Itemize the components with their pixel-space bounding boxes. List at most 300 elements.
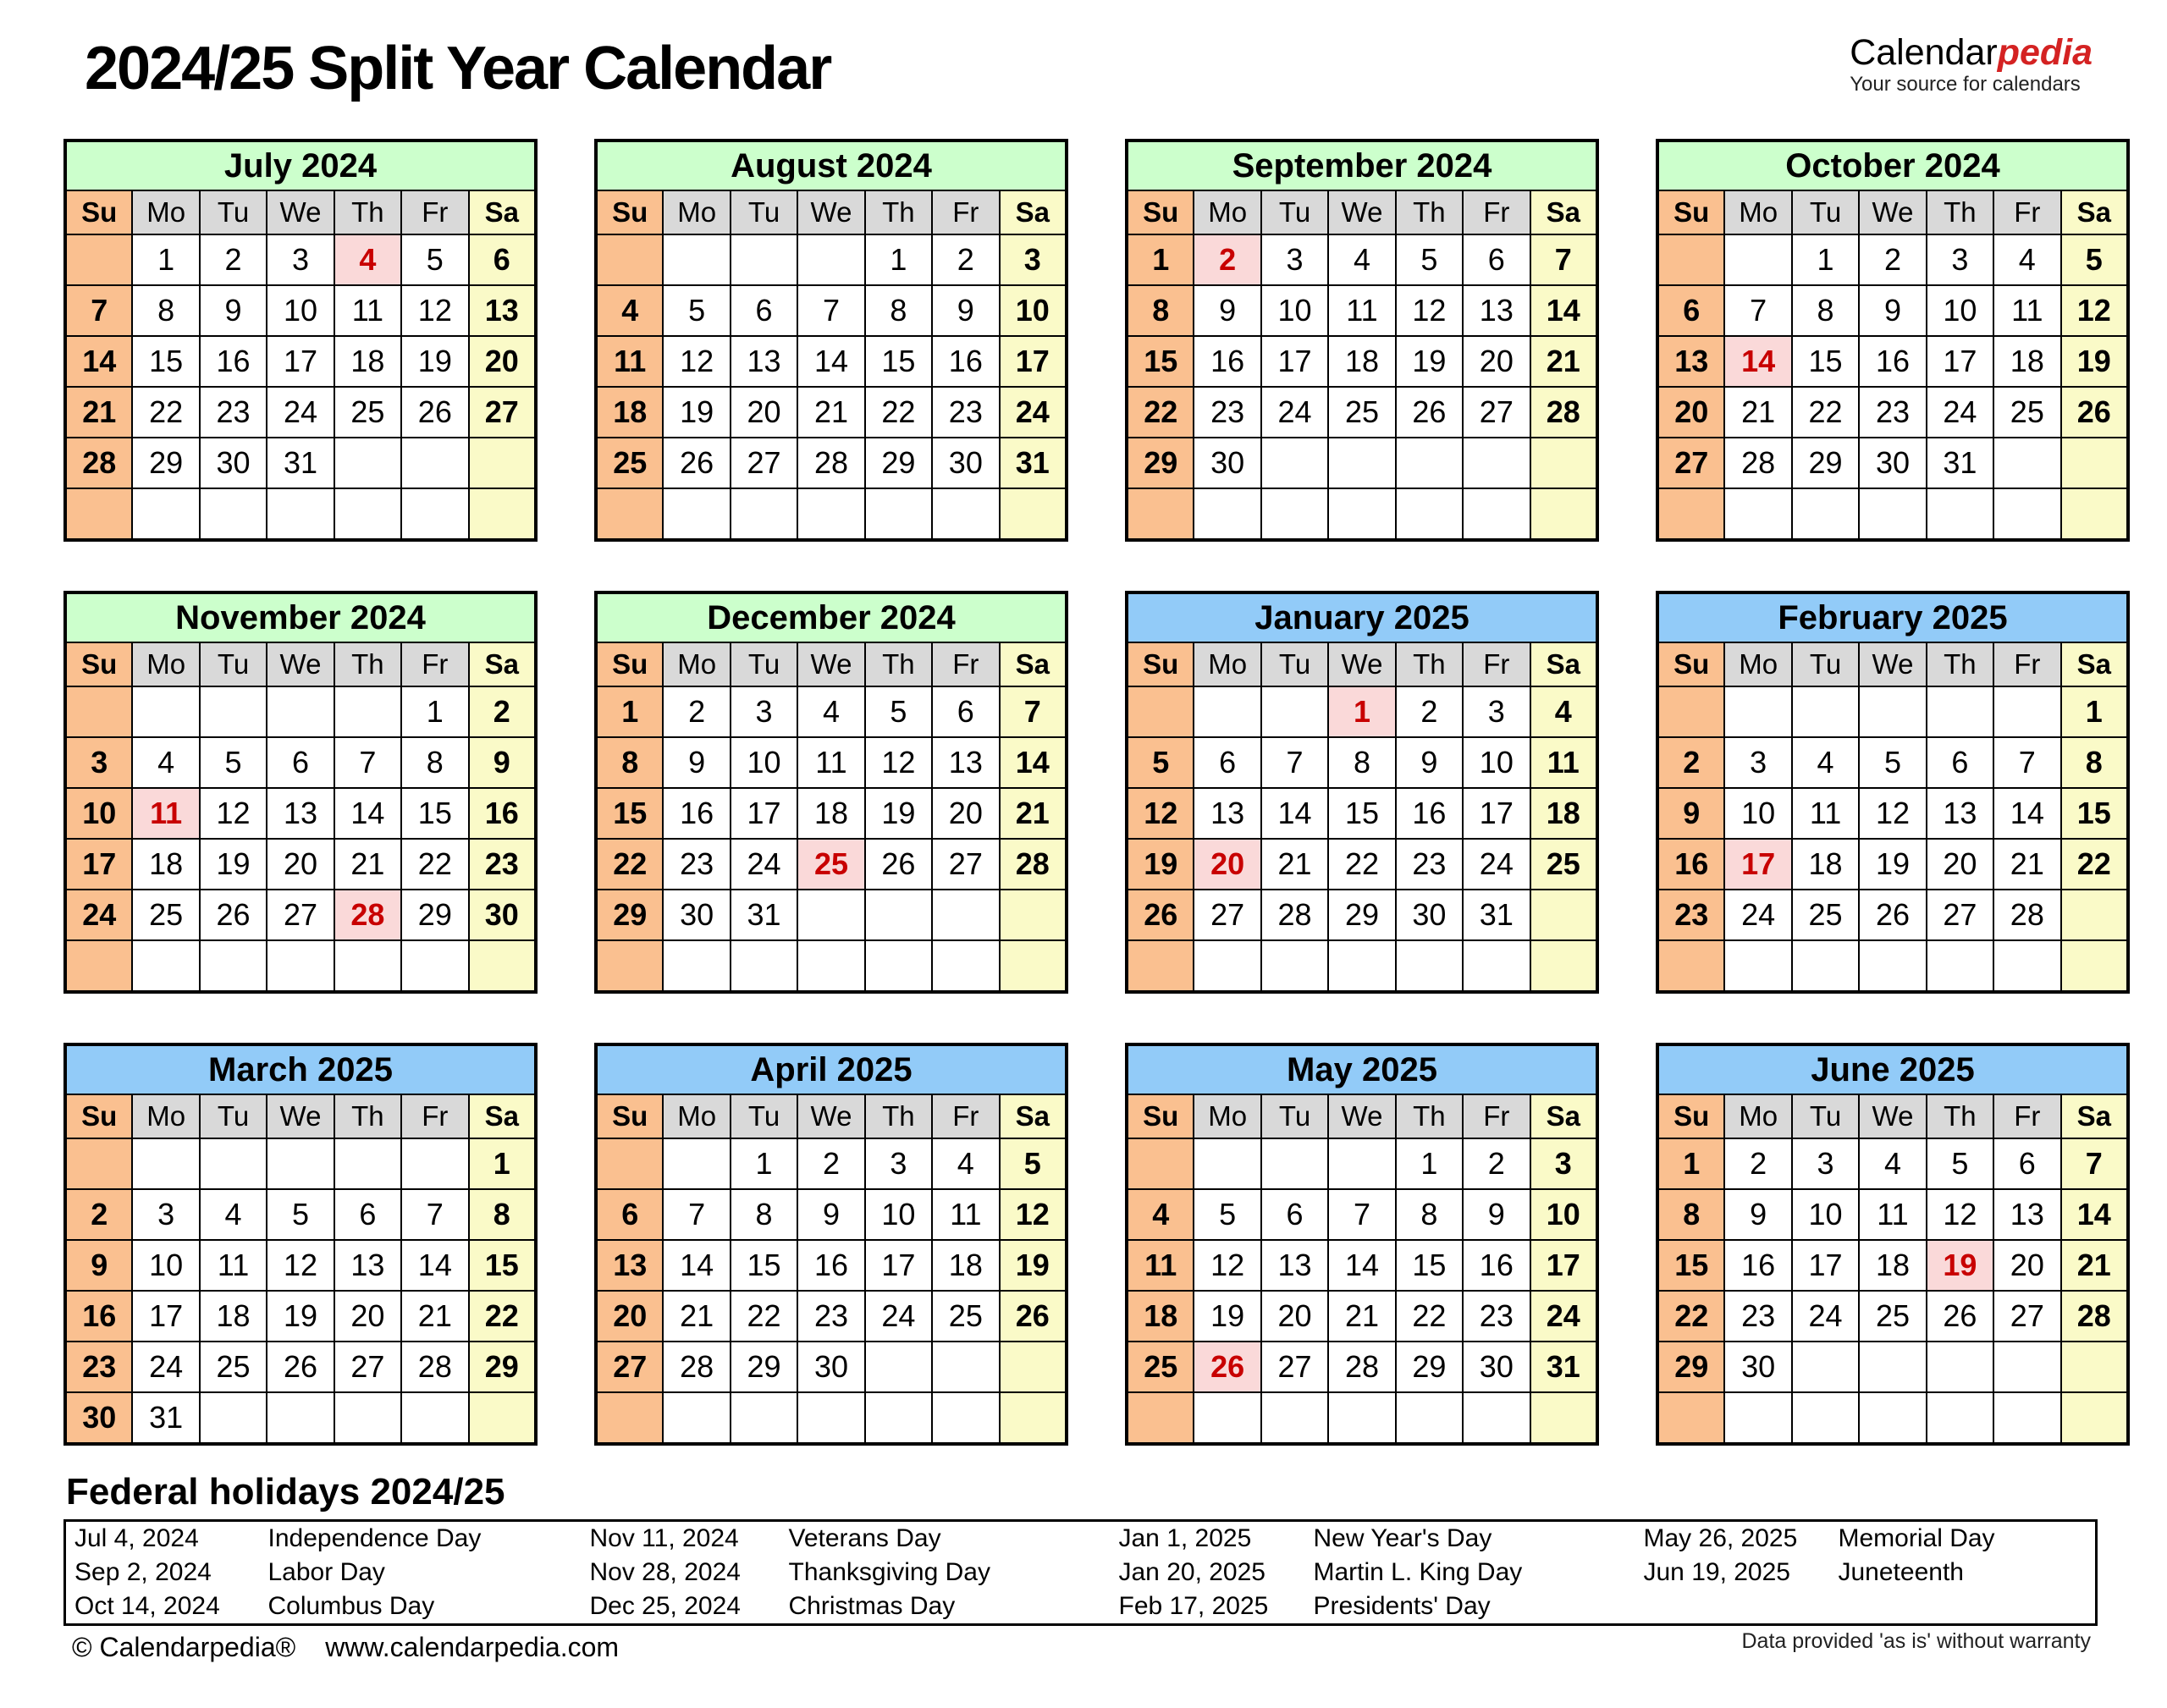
day-cell: 31 [132,1392,199,1444]
empty-day-cell [1328,438,1395,488]
weekday-header-fr: Fr [1463,642,1530,686]
day-cell: 7 [1530,234,1597,285]
holiday-name: Columbus Day [267,1592,435,1620]
weekday-header-we: We [1859,190,1926,234]
day-cell: 30 [1463,1342,1530,1392]
week-row [1657,438,2128,488]
day-cell: 5 [663,285,730,336]
day-cell: 27 [1993,1291,2060,1342]
empty-day-cell [2061,438,2128,488]
weekday-header-tu: Tu [1261,190,1328,234]
day-cell: 5 [267,1189,334,1240]
week-row [1127,1291,1597,1342]
week-row [65,1138,536,1189]
day-cell: 12 [1396,285,1463,336]
day-cell: 16 [1194,336,1260,387]
empty-day-cell [334,438,401,488]
empty-day-cell [1657,234,1724,285]
weekday-header-we: We [1859,1094,1926,1138]
weekday-header-th: Th [1927,1094,1993,1138]
day-cell: 30 [932,438,999,488]
day-cell: 17 [1530,1240,1597,1291]
day-cell: 12 [200,788,267,839]
weekday-header-sa: Sa [1530,1094,1597,1138]
day-cell: 16 [1463,1240,1530,1291]
weekday-header-fr: Fr [932,1094,999,1138]
weekday-header-row [596,642,1067,686]
day-cell: 8 [1657,1189,1724,1240]
day-cell: 2 [932,234,999,285]
empty-day-cell [596,1138,663,1189]
day-cell: 14 [1261,788,1328,839]
week-row [1127,788,1597,839]
day-cell: 18 [132,839,199,890]
day-cell: 24 [1724,890,1791,940]
weekday-header-fr: Fr [1993,190,2060,234]
day-cell: 17 [1792,1240,1859,1291]
day-cell: 9 [1396,737,1463,788]
weekday-header-mo: Mo [1724,1094,1791,1138]
day-cell: 11 [1792,788,1859,839]
empty-day-cell [1993,686,2060,737]
day-cell: 10 [1724,788,1791,839]
empty-day-cell [1127,686,1194,737]
empty-day-cell [1328,1392,1395,1444]
weekday-header-we: We [267,1094,334,1138]
day-cell: 24 [1792,1291,1859,1342]
weekday-header-mo: Mo [1194,1094,1260,1138]
empty-day-cell [469,1392,536,1444]
day-cell: 1 [1127,234,1194,285]
month-title: March 2025 [65,1044,536,1094]
day-cell: 27 [1657,438,1724,488]
day-cell: 23 [1396,839,1463,890]
week-row [1657,788,2128,839]
weekday-header-we: We [1328,190,1395,234]
empty-day-cell [1328,1138,1395,1189]
day-cell: 2 [1657,737,1724,788]
week-row [65,1189,536,1240]
week-row [1657,1342,2128,1392]
day-cell: 2 [469,686,536,737]
day-cell: 6 [731,285,797,336]
week-row [1657,839,2128,890]
holiday-row [65,1521,2097,1556]
day-cell: 23 [200,387,267,438]
day-cell: 31 [1927,438,1993,488]
day-cell: 16 [1859,336,1926,387]
day-cell: 11 [200,1240,267,1291]
month-calendar-may-2025 [1125,1043,1599,1446]
day-cell: 8 [865,285,932,336]
day-cell: 24 [1463,839,1530,890]
day-cell: 13 [1657,336,1724,387]
day-cell: 7 [2061,1138,2128,1189]
empty-day-cell [401,940,468,992]
empty-day-cell [1261,488,1328,540]
weekday-header-su: Su [65,642,132,686]
week-row [65,1240,536,1291]
day-cell: 26 [1927,1291,1993,1342]
day-cell: 22 [731,1291,797,1342]
footer-copyright-line [72,1632,619,1663]
day-cell: 27 [932,839,999,890]
week-row [1127,438,1597,488]
empty-day-cell [596,940,663,992]
day-cell: 19 [1859,839,1926,890]
week-row [1657,686,2128,737]
empty-day-cell [1396,438,1463,488]
day-cell: 4 [1530,686,1597,737]
empty-day-cell [1792,940,1859,992]
day-cell: 16 [932,336,999,387]
week-row [65,234,536,285]
day-cell: 25 [200,1342,267,1392]
day-cell: 31 [267,438,334,488]
day-cell: 13 [1194,788,1260,839]
day-cell: 3 [1530,1138,1597,1189]
empty-day-cell [267,686,334,737]
day-cell: 6 [334,1189,401,1240]
holiday-date: Oct 14, 2024 [74,1592,220,1620]
empty-day-cell [1463,488,1530,540]
day-cell: 28 [1328,1342,1395,1392]
month-title: May 2025 [1127,1044,1597,1094]
weekday-header-th: Th [334,1094,401,1138]
holiday-date: Jul 4, 2024 [74,1524,199,1552]
empty-day-cell [1792,1342,1859,1392]
month-title: April 2025 [596,1044,1067,1094]
day-cell: 15 [1396,1240,1463,1291]
weekday-header-sa: Sa [1530,642,1597,686]
day-cell: 25 [1993,387,2060,438]
day-cell: 28 [401,1342,468,1392]
week-row [1127,839,1597,890]
day-cell: 9 [1657,788,1724,839]
week-row [65,1392,536,1444]
week-row [596,285,1067,336]
empty-day-cell [596,1392,663,1444]
week-row [596,234,1067,285]
holiday-date: Jan 20, 2025 [1118,1558,1265,1586]
day-cell: 15 [132,336,199,387]
empty-day-cell [865,1392,932,1444]
empty-day-cell [267,1392,334,1444]
day-cell: 7 [797,285,864,336]
day-cell: 21 [1993,839,2060,890]
empty-day-cell [1993,488,2060,540]
day-cell: 13 [932,737,999,788]
day-cell: 1 [132,234,199,285]
week-row [596,1291,1067,1342]
day-cell: 3 [1792,1138,1859,1189]
empty-day-cell [2061,1342,2128,1392]
day-cell: 22 [2061,839,2128,890]
day-cell: 23 [1724,1291,1791,1342]
day-cell: 30 [65,1392,132,1444]
holiday-day-cell: 2 [1194,234,1260,285]
week-row [65,686,536,737]
week-row [596,788,1067,839]
weekday-header-fr: Fr [401,1094,468,1138]
weekday-header-th: Th [1396,1094,1463,1138]
day-cell: 20 [1927,839,1993,890]
empty-day-cell [334,1392,401,1444]
day-cell: 1 [1657,1138,1724,1189]
day-cell: 5 [1396,234,1463,285]
day-cell: 27 [334,1342,401,1392]
day-cell: 18 [200,1291,267,1342]
day-cell: 30 [1859,438,1926,488]
day-cell: 21 [1261,839,1328,890]
day-cell: 31 [731,890,797,940]
empty-day-cell [1000,1342,1067,1392]
weekday-header-row [596,1094,1067,1138]
weekday-header-row [1127,642,1597,686]
day-cell: 17 [267,336,334,387]
day-cell: 9 [200,285,267,336]
day-cell: 10 [132,1240,199,1291]
week-row [65,1291,536,1342]
month-title: October 2024 [1657,140,2128,190]
month-title: September 2024 [1127,140,1597,190]
day-cell: 11 [334,285,401,336]
empty-day-cell [1657,686,1724,737]
month-calendar-april-2025 [594,1043,1068,1446]
day-cell: 23 [1463,1291,1530,1342]
empty-day-cell [663,1392,730,1444]
day-cell: 28 [1724,438,1791,488]
day-cell: 23 [1194,387,1260,438]
week-row [65,737,536,788]
weekday-header-sa: Sa [1000,190,1067,234]
day-cell: 28 [663,1342,730,1392]
day-cell: 10 [865,1189,932,1240]
empty-day-cell [2061,488,2128,540]
weekday-header-row [1657,190,2128,234]
empty-day-cell [1993,940,2060,992]
week-row [1657,234,2128,285]
empty-day-cell [401,1392,468,1444]
day-cell: 24 [1261,387,1328,438]
weekday-header-su: Su [1127,642,1194,686]
day-cell: 11 [932,1189,999,1240]
empty-day-cell [1261,1138,1328,1189]
weekday-header-tu: Tu [1792,1094,1859,1138]
day-cell: 2 [1463,1138,1530,1189]
empty-day-cell [1194,1392,1260,1444]
month-calendar-february-2025 [1656,591,2130,994]
day-cell: 6 [1261,1189,1328,1240]
day-cell: 25 [334,387,401,438]
day-cell: 3 [267,234,334,285]
day-cell: 29 [1657,1342,1724,1392]
day-cell: 1 [1396,1138,1463,1189]
day-cell: 4 [1859,1138,1926,1189]
day-cell: 18 [596,387,663,438]
day-cell: 28 [1000,839,1067,890]
logo-tagline: Your source for calendars [1850,73,2081,96]
day-cell: 27 [267,890,334,940]
month-title-row [65,592,536,642]
day-cell: 6 [469,234,536,285]
day-cell: 26 [267,1342,334,1392]
weekday-header-we: We [797,1094,864,1138]
day-cell: 2 [1724,1138,1791,1189]
day-cell: 2 [1396,686,1463,737]
empty-day-cell [469,488,536,540]
day-cell: 8 [401,737,468,788]
day-cell: 1 [2061,686,2128,737]
day-cell: 17 [65,839,132,890]
empty-day-cell [797,890,864,940]
day-cell: 7 [1328,1189,1395,1240]
day-cell: 10 [267,285,334,336]
day-cell: 17 [1463,788,1530,839]
footer-disclaimer: Data provided 'as is' without warranty [1741,1629,2091,1653]
weekday-header-sa: Sa [1000,642,1067,686]
weekday-header-sa: Sa [1530,190,1597,234]
weekday-header-row [596,190,1067,234]
empty-day-cell [267,940,334,992]
day-cell: 27 [1927,890,1993,940]
day-cell: 22 [1396,1291,1463,1342]
day-cell: 17 [1000,336,1067,387]
day-cell: 4 [132,737,199,788]
day-cell: 3 [1261,234,1328,285]
weekday-header-row [1127,190,1597,234]
day-cell: 28 [65,438,132,488]
day-cell: 17 [865,1240,932,1291]
day-cell: 3 [1000,234,1067,285]
day-cell: 12 [1927,1189,1993,1240]
federal-holidays-table [63,1519,2098,1626]
empty-day-cell [1792,488,1859,540]
empty-day-cell [65,686,132,737]
empty-day-cell [2061,940,2128,992]
month-calendar-march-2025 [63,1043,538,1446]
weekday-header-su: Su [1657,1094,1724,1138]
day-cell: 24 [132,1342,199,1392]
day-cell: 12 [401,285,468,336]
day-cell: 12 [1859,788,1926,839]
empty-day-cell [932,940,999,992]
day-cell: 19 [865,788,932,839]
empty-day-cell [932,1392,999,1444]
weekday-header-th: Th [865,1094,932,1138]
day-cell: 19 [1396,336,1463,387]
empty-day-cell [132,488,199,540]
week-row [596,737,1067,788]
day-cell: 21 [65,387,132,438]
day-cell: 28 [1261,890,1328,940]
weekday-header-we: We [1328,642,1395,686]
empty-day-cell [1194,1138,1260,1189]
day-cell: 20 [1657,387,1724,438]
day-cell: 19 [1194,1291,1260,1342]
day-cell: 10 [731,737,797,788]
weekday-header-tu: Tu [1261,642,1328,686]
empty-day-cell [1993,1392,2060,1444]
holiday-name: Independence Day [267,1524,482,1552]
week-row [1657,1291,2128,1342]
empty-day-cell [267,488,334,540]
day-cell: 5 [2061,234,2128,285]
week-row [1127,686,1597,737]
day-cell: 16 [663,788,730,839]
day-cell: 20 [1463,336,1530,387]
empty-day-cell [1127,940,1194,992]
empty-day-cell [1261,686,1328,737]
holiday-row [65,1590,2097,1625]
empty-day-cell [1396,1392,1463,1444]
day-cell: 3 [132,1189,199,1240]
day-cell: 1 [731,1138,797,1189]
month-title-row [1127,140,1597,190]
weekday-header-we: We [267,642,334,686]
day-cell: 22 [1792,387,1859,438]
holiday-name: Presidents' Day [1313,1592,1491,1620]
month-title-row [1657,140,2128,190]
day-cell: 26 [1000,1291,1067,1342]
weekday-header-we: We [797,642,864,686]
empty-day-cell [1194,686,1260,737]
day-cell: 8 [2061,737,2128,788]
day-cell: 26 [663,438,730,488]
weekday-header-su: Su [1657,190,1724,234]
weekday-header-tu: Tu [731,642,797,686]
empty-day-cell [865,940,932,992]
day-cell: 13 [1463,285,1530,336]
day-cell: 5 [1127,737,1194,788]
empty-day-cell [469,438,536,488]
day-cell: 29 [865,438,932,488]
empty-day-cell [1261,1392,1328,1444]
empty-day-cell [731,234,797,285]
day-cell: 10 [1463,737,1530,788]
day-cell: 22 [469,1291,536,1342]
weekday-header-su: Su [596,642,663,686]
week-row [65,940,536,992]
day-cell: 4 [200,1189,267,1240]
day-cell: 12 [2061,285,2128,336]
day-cell: 6 [1657,285,1724,336]
day-cell: 26 [200,890,267,940]
day-cell: 3 [1724,737,1791,788]
empty-day-cell [663,488,730,540]
day-cell: 30 [469,890,536,940]
month-title-row [596,140,1067,190]
weekday-header-fr: Fr [1463,1094,1530,1138]
holiday-day-cell: 25 [797,839,864,890]
day-cell: 8 [1127,285,1194,336]
holiday-name: Labor Day [267,1558,385,1586]
week-row [596,1342,1067,1392]
day-cell: 25 [1530,839,1597,890]
day-cell: 18 [1792,839,1859,890]
day-cell: 11 [1530,737,1597,788]
day-cell: 7 [65,285,132,336]
weekday-header-row [65,1094,536,1138]
day-cell: 9 [1194,285,1260,336]
week-row [65,788,536,839]
week-row [596,1189,1067,1240]
month-title-row [1127,1044,1597,1094]
day-cell: 26 [401,387,468,438]
week-row [1657,1240,2128,1291]
weekday-header-sa: Sa [2061,190,2128,234]
empty-day-cell [1396,940,1463,992]
